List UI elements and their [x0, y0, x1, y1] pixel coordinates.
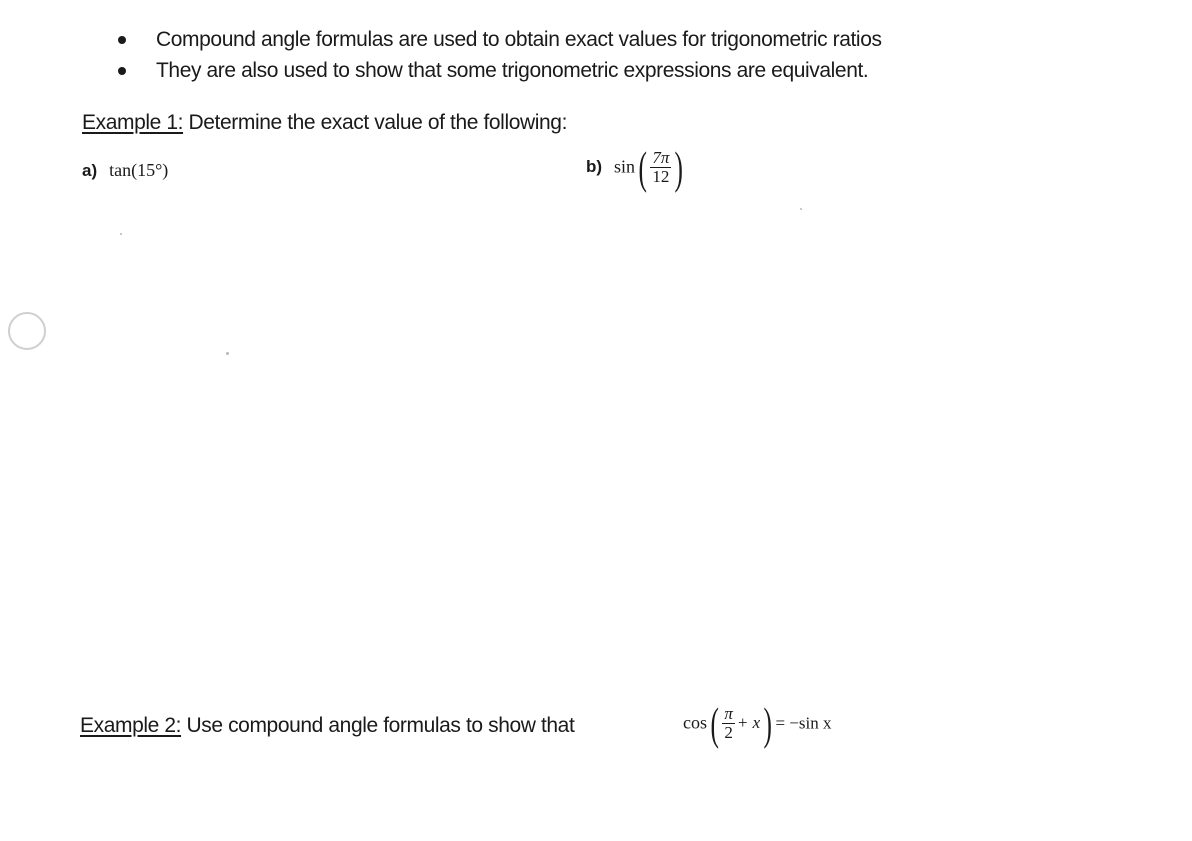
example-2-fraction	[722, 705, 735, 742]
scan-speck	[226, 352, 229, 355]
bullet-text: They are also used to show that some trigonometric expressions are equivalent.	[156, 59, 869, 82]
bullet-dot-icon	[118, 67, 126, 75]
part-b-denominator: 12	[652, 167, 670, 186]
example-1-part-b	[586, 141, 687, 194]
right-paren-icon: )	[763, 698, 773, 749]
part-b-function: sin	[614, 156, 636, 177]
part-b-fraction	[650, 149, 671, 186]
example-2-identity	[683, 697, 831, 750]
example-1-instruction: Determine the exact value of the following:	[188, 111, 568, 134]
scan-speck	[120, 233, 122, 235]
part-b-numerator: 7π	[652, 148, 670, 167]
example-2-rhs: = −sin x	[775, 713, 832, 733]
right-paren-icon: )	[674, 142, 684, 193]
punch-hole-icon	[8, 312, 46, 350]
part-b-letter: b)	[586, 157, 603, 177]
example-2-plus-term: + x	[736, 713, 761, 733]
example-2-function: cos	[683, 712, 707, 733]
example-2-numerator: π	[724, 704, 733, 723]
bullet-dot-icon	[118, 36, 126, 44]
bullet-item	[118, 24, 882, 55]
example-2-heading	[80, 714, 574, 738]
example-1-part-a	[82, 160, 168, 181]
example-2-instruction: Use compound angle formulas to show that	[186, 714, 575, 737]
bullet-text: Compound angle formulas are used to obtain exact values for trigonometric ratios	[156, 28, 882, 51]
example-2-denominator: 2	[724, 723, 733, 742]
bullet-list	[118, 24, 882, 86]
left-paren-icon: (	[710, 698, 719, 749]
example-2-label: Example 2:	[80, 714, 182, 737]
scan-speck	[800, 208, 802, 210]
part-a-expression: tan(15°)	[109, 160, 169, 180]
example-1-heading	[82, 111, 567, 135]
bullet-item	[118, 55, 882, 86]
left-paren-icon: (	[638, 142, 647, 193]
example-1-label: Example 1:	[82, 111, 184, 134]
part-a-letter: a)	[82, 161, 98, 180]
